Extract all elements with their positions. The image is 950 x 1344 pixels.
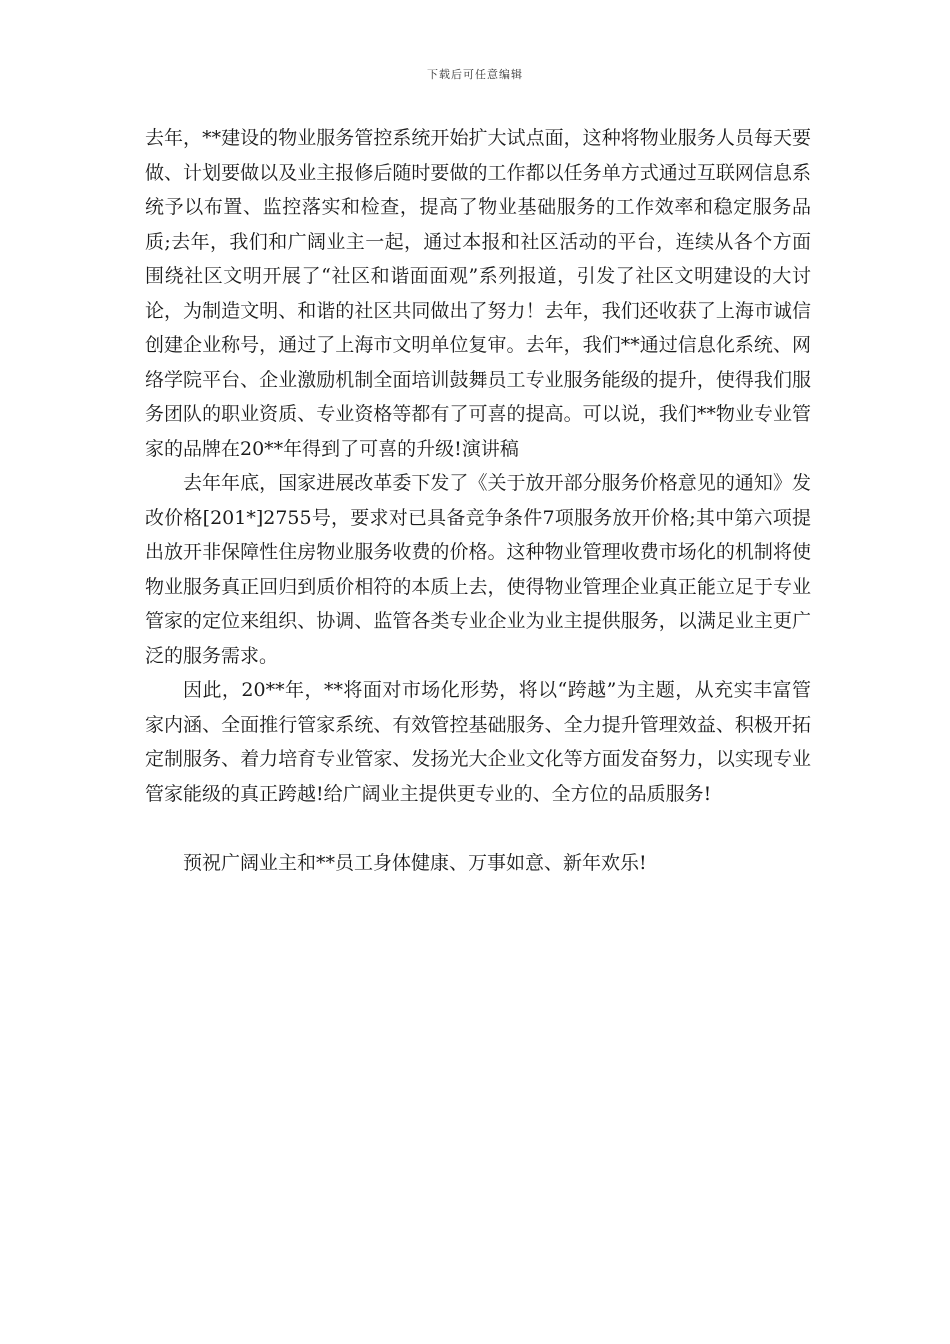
closing-greeting: 预祝广阔业主和**员工身体健康、万事如意、新年欢乐! xyxy=(183,851,647,874)
page-header: 下载后可任意编辑 xyxy=(427,68,523,81)
paragraph-3: 因此，20**年，**将面对市场化形势，将以“跨越”为主题，从充实丰富管家内涵、全面推行管家系统、有效管控基础服务、全力提升管理效益、积极开拓定制服务、着力培育专业管家、发扬光大企业文化等方面发奋努力，以实现专业管家能级的真正跨越!给广阔业主提供更专业的、全方位的品质服务! xyxy=(145,679,811,805)
paragraph-spacer xyxy=(145,811,811,846)
document-body xyxy=(145,121,811,880)
paragraph-1: 去年，**建设的物业服务管控系统开始扩大试点面，这种将物业服务人员每天要做、计划要做以及业主报修后随时要做的工作都以任务单方式通过互联网信息系统予以布置、监控落实和检查，提高了物业基础服务的工作效率和稳定服务品质;去年，我们和广阔业主一起，通过本报和社区活动的平台，连续从各个方面围绕社区文明开展了“社区和谐面面观”系列报道，引发了社区文明建设的大讨论，为制造文明、和谐的社区共同做出了努力！去年，我们还收获了上海市诚信创建企业称号，通过了上海市文明单位复审。去年，我们**通过信息化系统、网络学院平台、企业激励机制全面培训鼓舞员工专业服务能级的提升，使得我们服务团队的职业资质、专业资格等都有了可喜的提高。可以说，我们**物业专业管家的品牌在20**年得到了可喜的升级!演讲稿 xyxy=(145,127,811,460)
paragraph-2: 去年年底，国家进展改革委下发了《关于放开部分服务价格意见的通知》发改价格[201*]2755号，要求对已具备竞争条件7项服务放开价格;其中第六项提出放开非保障性住房物业服务收费的价格。这种物业管理收费市场化的机制将使物业服务真正回归到质价相符的本质上去，使得物业管理企业真正能立足于专业管家的定位来组织、协调、监管各类专业企业为业主提供服务，以满足业主更广泛的服务需求。 xyxy=(145,472,811,667)
